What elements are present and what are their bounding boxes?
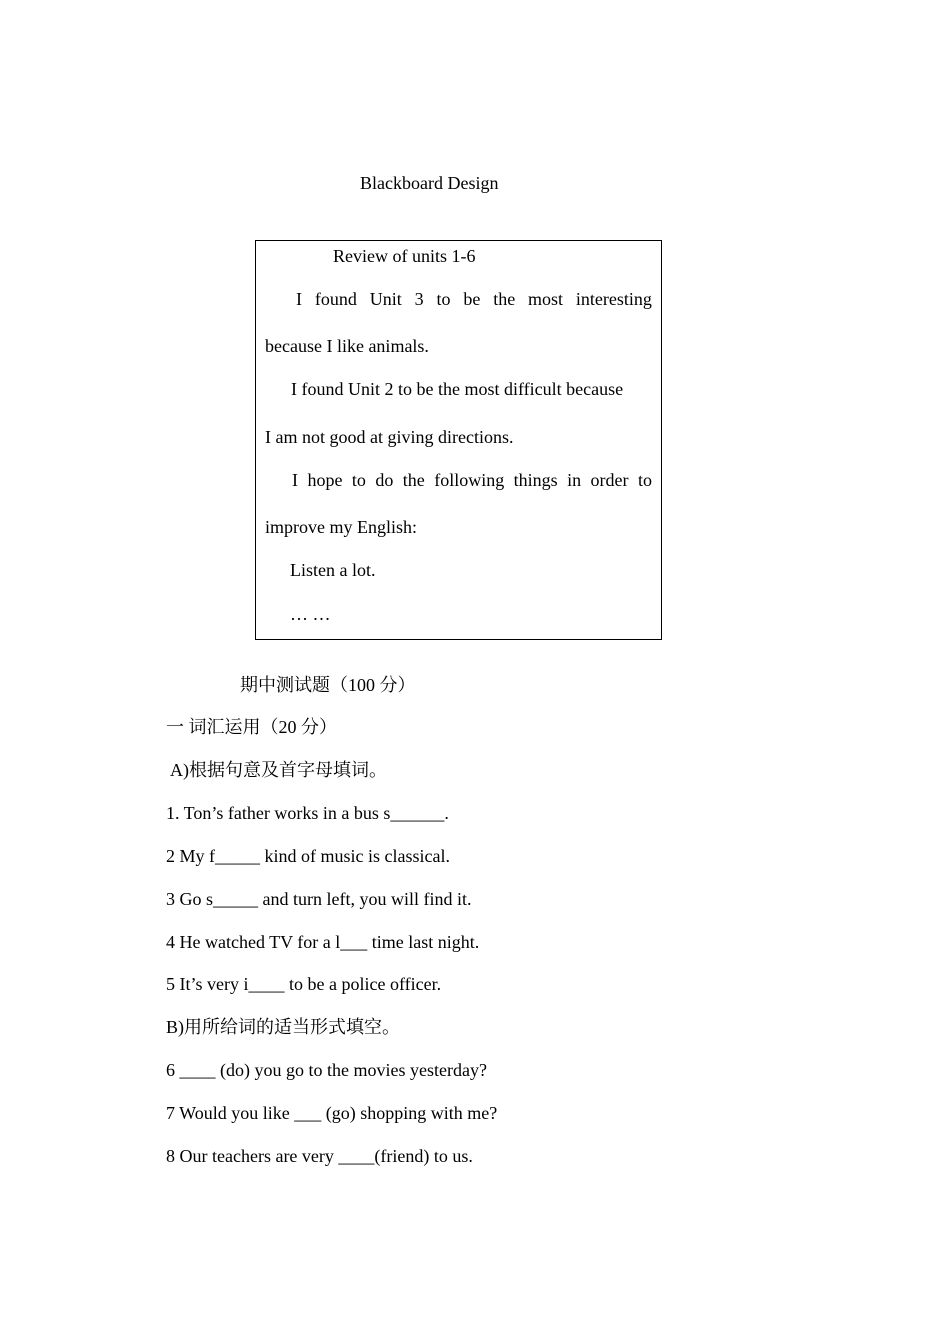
board-word: Unit [369,289,402,309]
board-word: do [375,470,394,490]
question-2: 2 My f_____ kind of music is classical. [166,846,450,866]
page-heading: Blackboard Design [360,173,499,193]
board-ellipsis: … … [290,604,331,624]
board-para1-line1 [296,288,652,310]
board-word: I [292,470,298,490]
board-word: 3 [414,289,424,309]
board-word: order [590,470,629,490]
question-4: 4 He watched TV for a l___ time last night. [166,932,480,952]
question-8: 8 Our teachers are very ____(friend) to us. [166,1146,473,1166]
board-para1-line2: because I like animals. [265,336,429,356]
question-6: 6 ____ (do) you go to the movies yesterday? [166,1060,487,1080]
section1-heading: 一 词汇运用（20 分） [166,717,337,737]
board-word: be [463,289,481,309]
board-para2-line1: I found Unit 2 to be the most difficult because [291,379,624,399]
board-para3-line2: improve my English: [265,517,417,537]
question-5: 5 It’s very i____ to be a police officer. [166,974,442,994]
board-para3-line1 [292,469,652,491]
board-word: hope [307,470,343,490]
partB-instruction: B)用所给词的适当形式填空。 [166,1017,400,1037]
question-1: 1. Ton’s father works in a bus s______. [166,803,449,823]
board-word: things [513,470,558,490]
board-word: found [314,289,357,309]
board-word: to [637,470,652,490]
board-word: to [436,289,451,309]
board-title: Review of units 1-6 [333,246,476,266]
board-word: the [402,470,425,490]
board-item-listen: Listen a lot. [290,560,376,580]
question-7: 7 Would you like ___ (go) shopping with me? [166,1103,498,1123]
question-3: 3 Go s_____ and turn left, you will find it. [166,889,472,909]
board-word: to [351,470,366,490]
board-para2-line2: I am not good at giving directions. [265,427,514,447]
board-word: in [567,470,582,490]
board-word: I [296,289,302,309]
board-word: most [528,289,564,309]
test-title: 期中测试题（100 分） [240,675,416,695]
blackboard-box [255,240,662,640]
board-word: the [493,289,516,309]
board-word: following [434,470,505,490]
partA-instruction: A)根据句意及首字母填词。 [170,760,387,780]
board-word: interesting [575,289,652,309]
